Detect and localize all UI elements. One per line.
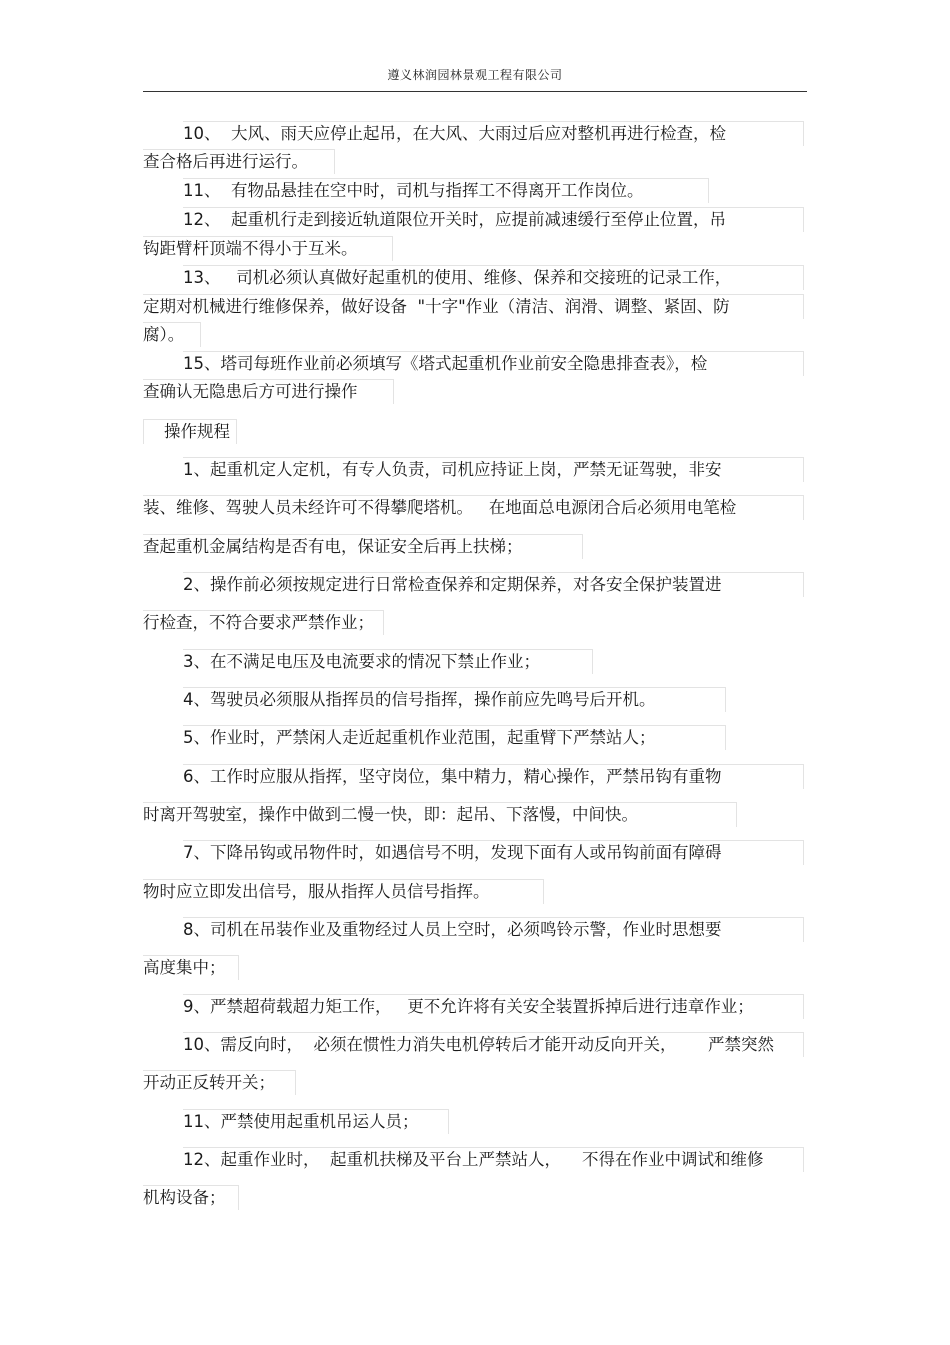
text-line: 1、起重机定人定机，有专人负责，司机应持证上岗，严禁无证驾驶，非安 [183,457,804,482]
text-line: 钩距臂杆顶端不得小于互米。 [143,236,393,261]
text-line: 定期对机械进行维修保养，做好设备 "十字"作业（清洁、润滑、调整、紧固、防 [143,294,804,319]
text-line: 12、起重作业时， 起重机扶梯及平台上严禁站人， 不得在作业中调试和维修 [183,1147,804,1172]
text-line: 15、塔司每班作业前必须填写《塔式起重机作业前安全隐患排查表》，检 [183,351,804,376]
page-header-company: 遵义林润园林景观工程有限公司 [387,68,563,82]
text-line: 查起重机金属结构是否有电，保证安全后再上扶梯； [143,534,583,559]
text-line: 13、 司机必须认真做好起重机的使用、维修、保养和交接班的记录工作， [183,265,804,290]
text-line: 6、工作时应服从指挥，坚守岗位，集中精力，精心操作，严禁吊钩有重物 [183,764,804,789]
text-line: 高度集中； [143,955,239,980]
text-line: 装、维修、驾驶人员未经许可不得攀爬塔机。 在地面总电源闭合后必须用电笔检 [143,495,804,520]
text-line: 8、司机在吊装作业及重物经过人员上空时，必须鸣铃示警，作业时思想要 [183,917,804,942]
text-line: 开动正反转开关； [143,1070,296,1095]
text-line: 时离开驾驶室，操作中做到二慢一快，即：起吊、下落慢，中间快。 [143,802,737,827]
text-line: 行检查，不符合要求严禁作业； [143,610,384,635]
text-line: 12、 起重机行走到接近轨道限位开关时，应提前减速缓行至停止位置，吊 [183,207,804,232]
text-line: 10、需反向时， 必须在惯性力消失电机停转后才能开动反向开关， 严禁突然 [183,1032,804,1057]
text-line: 2、操作前必须按规定进行日常检查保养和定期保养，对各安全保护装置进 [183,572,804,597]
section-heading: 操作规程 [143,419,237,444]
text-line: 物时应立即发出信号，服从指挥人员信号指挥。 [143,879,544,904]
text-line: 查合格后再进行运行。 [143,149,335,174]
text-line: 机构设备； [143,1185,239,1210]
header-divider [143,91,807,92]
text-line: 10、 大风、雨天应停止起吊，在大风、大雨过后应对整机再进行检查，检 [183,121,804,146]
text-line: 7、下降吊钩或吊物件时，如遇信号不明，发现下面有人或吊钩前面有障碍 [183,840,804,865]
text-line: 11、 有物品悬挂在空中时，司机与指挥工不得离开工作岗位。 [183,178,709,203]
text-line: 3、在不满足电压及电流要求的情况下禁止作业； [183,649,593,674]
text-line: 11、严禁使用起重机吊运人员； [183,1109,449,1134]
text-line: 查确认无隐患后方可进行操作 [143,379,394,404]
text-line: 腐）。 [143,322,201,347]
text-line: 9、严禁超荷载超力矩工作， 更不允许将有关安全装置拆掉后进行违章作业； [183,994,804,1019]
text-line: 5、作业时，严禁闲人走近起重机作业范围，起重臂下严禁站人； [183,725,726,750]
text-line: 4、驾驶员必须服从指挥员的信号指挥，操作前应先鸣号后开机。 [183,687,726,712]
